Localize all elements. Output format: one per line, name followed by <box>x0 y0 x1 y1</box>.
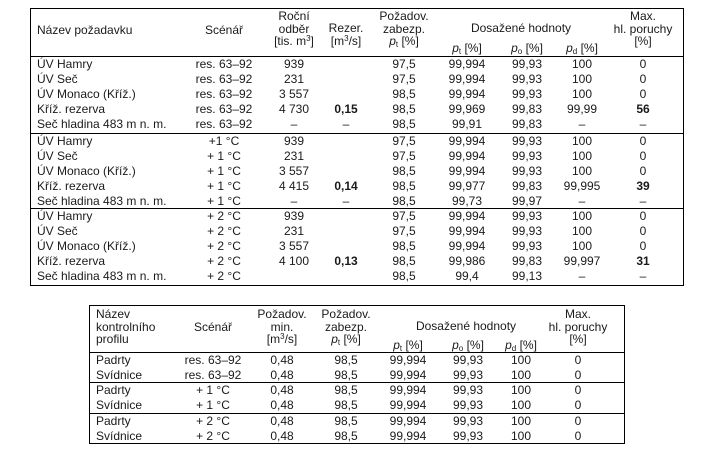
cell-achieved-po: 99,83 <box>511 117 543 131</box>
cell-name: ÚV Seč <box>37 224 78 238</box>
header-max: Max. hl. poruchy [%] <box>548 307 608 346</box>
cell-max-failure: – <box>639 269 647 283</box>
header-pd: $p_d$ [%] <box>505 338 537 353</box>
cell-name: Seč hladina 483 m n. m. <box>37 269 167 283</box>
cell-scenario: + 1 °C <box>196 383 230 397</box>
cell-achieved-pt: 99,994 <box>389 414 427 428</box>
cell-max-failure: 0 <box>639 72 647 86</box>
cell-scenario: res. 63–92 <box>184 353 242 367</box>
cell-achieved-pt: 99,994 <box>448 57 486 71</box>
cell-annual-withdrawal: 939 <box>283 57 305 71</box>
cell-name: Seč hladina 483 m n. m. <box>37 117 167 131</box>
cell-achieved-pd: 100 <box>571 239 593 253</box>
cell-achieved-po: 99,93 <box>452 397 484 412</box>
header-annual: Roční odběr [tis. $m^3$] <box>274 9 314 48</box>
cell-achieved-po: 99,13 <box>511 269 543 283</box>
cell-required-pt: 98,5 <box>392 179 416 193</box>
cell-required-pt: 98,5 <box>392 117 416 131</box>
cell-achieved-pd: 100 <box>510 428 532 443</box>
table-row <box>90 398 624 413</box>
table-row <box>31 134 683 149</box>
cell-reserve: 0,15 <box>334 102 358 116</box>
cell-max-failure: 0 <box>574 428 582 443</box>
cell-scenario: + 1 °C <box>207 149 241 163</box>
cell-max-failure: 56 <box>636 102 650 116</box>
table-row <box>31 194 683 209</box>
header-achieved: Dosažené hodnoty <box>415 319 517 333</box>
header-max: Max. hl. poruchy [%] <box>613 9 673 48</box>
cell-max-failure: 31 <box>636 254 650 268</box>
cell-profile: Svídnice <box>96 367 143 382</box>
cell-achieved-pd: – <box>578 117 586 131</box>
cell-achieved-pt: 99,91 <box>451 117 483 131</box>
cell-profile: Padrty <box>96 383 131 397</box>
cell-annual-withdrawal: 939 <box>283 134 305 148</box>
cell-annual-withdrawal: – <box>290 194 298 208</box>
cell-required-min: 0,48 <box>270 383 294 397</box>
cell-max-failure: 0 <box>639 57 647 71</box>
cell-achieved-pd: 100 <box>571 72 593 86</box>
cell-achieved-pt: 99,994 <box>389 383 427 397</box>
cell-achieved-po: 99,93 <box>511 209 543 223</box>
cell-reserve: – <box>342 117 350 131</box>
cell-achieved-po: 99,93 <box>511 239 543 253</box>
table-row <box>31 164 683 179</box>
header-scenario: Scénář <box>193 320 233 334</box>
cell-scenario: + 2 °C <box>196 414 230 428</box>
cell-required-pt: 97,5 <box>392 72 416 86</box>
cell-achieved-pd: 100 <box>571 149 593 163</box>
cell-required-pt: 98,5 <box>334 414 358 428</box>
cell-required-pt: 98,5 <box>392 269 416 283</box>
cell-required-pt: 98,5 <box>334 383 358 397</box>
cell-max-failure: 0 <box>574 353 582 367</box>
table-row <box>31 149 683 164</box>
cell-achieved-po: 99,93 <box>511 72 543 86</box>
cell-max-failure: 0 <box>639 239 647 253</box>
cell-required-pt: 97,5 <box>392 57 416 71</box>
cell-achieved-pd: – <box>578 269 586 283</box>
cell-achieved-pd: 100 <box>510 383 532 397</box>
cell-max-failure: 0 <box>639 87 647 101</box>
cell-achieved-po: 99,83 <box>511 179 543 193</box>
cell-achieved-po: 99,93 <box>452 367 484 382</box>
cell-max-failure: 0 <box>639 224 647 238</box>
cell-achieved-po: 99,93 <box>452 353 484 367</box>
cell-required-pt: 98,5 <box>392 194 416 208</box>
cell-required-pt: 97,5 <box>392 209 416 223</box>
header-po: $p_o$ [%] <box>452 338 484 353</box>
cell-required-pt: 98,5 <box>392 254 416 268</box>
header-name: Název požadavku <box>37 23 133 37</box>
cell-achieved-po: 99,93 <box>511 57 543 71</box>
cell-scenario: + 1 °C <box>207 179 241 193</box>
table-row <box>31 209 683 224</box>
cell-annual-withdrawal: 4 730 <box>278 102 310 116</box>
cell-achieved-po: 99,83 <box>511 254 543 268</box>
cell-max-failure: 0 <box>574 397 582 412</box>
cell-achieved-pd: 100 <box>571 164 593 178</box>
table-row <box>31 254 683 269</box>
cell-achieved-po: 99,83 <box>511 102 543 116</box>
cell-annual-withdrawal: 939 <box>283 209 305 223</box>
header-profile: Název kontrolního profilu <box>96 307 156 346</box>
cell-scenario: +1 °C <box>208 134 240 148</box>
cell-scenario: res. 63–92 <box>195 72 253 86</box>
cell-achieved-pd: 99,99 <box>566 102 598 116</box>
cell-profile: Svídnice <box>96 397 143 412</box>
cell-annual-withdrawal: 231 <box>283 72 305 86</box>
cell-reserve: 0,13 <box>334 254 358 268</box>
cell-achieved-pt: 99,994 <box>389 367 427 382</box>
cell-achieved-po: 99,93 <box>452 414 484 428</box>
cell-required-min: 0,48 <box>270 353 294 367</box>
cell-reserve: 0,14 <box>334 179 358 193</box>
cell-name: ÚV Hamry <box>37 57 93 71</box>
cell-name: ÚV Monaco (Kříž.) <box>37 87 136 101</box>
cell-achieved-pd: – <box>578 194 586 208</box>
cell-max-failure: 0 <box>639 209 647 223</box>
cell-required-pt: 97,5 <box>392 149 416 163</box>
table-row <box>31 117 683 132</box>
cell-max-failure: 0 <box>574 367 582 382</box>
cell-annual-withdrawal: 4 415 <box>278 179 310 193</box>
cell-required-pt: 98,5 <box>334 353 358 367</box>
cell-required-pt: 98,5 <box>392 164 416 178</box>
header-pt: $p_t$ [%] <box>393 338 423 353</box>
cell-achieved-po: 99,93 <box>452 428 484 443</box>
control-profiles-table <box>89 305 625 444</box>
cell-scenario: + 2 °C <box>207 224 241 238</box>
cell-achieved-pt: 99,994 <box>448 149 486 163</box>
cell-max-failure: 39 <box>636 179 650 193</box>
cell-achieved-pt: 99,4 <box>455 269 479 283</box>
cell-scenario: res. 63–92 <box>195 87 253 101</box>
cell-name: Kříž. rezerva <box>37 179 106 193</box>
cell-required-pt: 98,5 <box>392 87 416 101</box>
cell-achieved-pd: 100 <box>571 134 593 148</box>
cell-name: ÚV Hamry <box>37 134 93 148</box>
cell-achieved-pt: 99,969 <box>448 102 486 116</box>
cell-reserve: – <box>342 194 350 208</box>
cell-achieved-pt: 99,994 <box>448 134 486 148</box>
header-reserve: Rezer. $[m^3/s]$ <box>328 21 364 48</box>
cell-achieved-po: 99,97 <box>511 194 543 208</box>
cell-achieved-pt: 99,994 <box>448 87 486 101</box>
cell-annual-withdrawal: 3 557 <box>278 239 310 253</box>
header-pd: $p_d$ [%] <box>566 41 598 56</box>
cell-scenario: + 1 °C <box>207 194 241 208</box>
table-row <box>31 102 683 117</box>
cell-name: Kříž. rezerva <box>37 102 106 116</box>
table-row <box>31 179 683 194</box>
cell-max-failure: 0 <box>639 134 647 148</box>
cell-required-pt: 98,5 <box>334 428 358 443</box>
table-row <box>31 87 683 102</box>
header-achieved: Dosažené hodnoty <box>470 21 572 35</box>
cell-scenario: res. 63–92 <box>184 367 242 382</box>
cell-name: Seč hladina 483 m n. m. <box>37 194 167 208</box>
cell-annual-withdrawal: 3 557 <box>278 87 310 101</box>
cell-profile: Svídnice <box>96 428 143 443</box>
cell-achieved-pt: 99,73 <box>451 194 483 208</box>
table-row <box>90 414 624 429</box>
cell-achieved-pd: 100 <box>571 209 593 223</box>
cell-name: ÚV Monaco (Kříž.) <box>37 239 136 253</box>
cell-max-failure: – <box>639 117 647 131</box>
cell-achieved-po: 99,93 <box>511 87 543 101</box>
table-row <box>31 72 683 87</box>
cell-required-min: 0,48 <box>270 397 294 412</box>
cell-achieved-pt: 99,994 <box>389 428 427 443</box>
header-scenario: Scénář <box>204 23 244 37</box>
header-pt: $p_t$ [%] <box>452 41 482 56</box>
table-row <box>31 269 683 284</box>
cell-achieved-po: 99,93 <box>452 383 484 397</box>
cell-scenario: + 2 °C <box>207 254 241 268</box>
cell-annual-withdrawal: 4 100 <box>278 254 310 268</box>
cell-max-failure: 0 <box>639 149 647 163</box>
cell-scenario: res. 63–92 <box>195 57 253 71</box>
cell-required-pt: 97,5 <box>392 134 416 148</box>
cell-achieved-pd: 99,995 <box>563 179 601 193</box>
cell-annual-withdrawal: 231 <box>283 149 305 163</box>
cell-achieved-pt: 99,994 <box>448 164 486 178</box>
table-row <box>90 368 624 383</box>
header-po: $p_o$ [%] <box>511 41 543 56</box>
cell-achieved-pt: 99,994 <box>389 353 427 367</box>
table-row <box>31 57 683 72</box>
cell-required-min: 0,48 <box>270 428 294 443</box>
cell-name: ÚV Seč <box>37 72 78 86</box>
requirements-table <box>30 8 684 286</box>
table-row <box>90 429 624 444</box>
cell-max-failure: – <box>639 194 647 208</box>
cell-required-pt: 98,5 <box>334 367 358 382</box>
cell-name: ÚV Hamry <box>37 209 93 223</box>
header-required: Požadov. zabezp. $p_t$ [%] <box>379 9 429 49</box>
cell-achieved-pd: 100 <box>571 57 593 71</box>
cell-scenario: + 2 °C <box>207 209 241 223</box>
cell-achieved-po: 99,93 <box>511 164 543 178</box>
cell-annual-withdrawal: 231 <box>283 224 305 238</box>
cell-scenario: res. 63–92 <box>195 117 253 131</box>
cell-scenario: + 1 °C <box>196 397 230 412</box>
cell-scenario: res. 63–92 <box>195 102 253 116</box>
cell-achieved-po: 99,93 <box>511 224 543 238</box>
cell-scenario: + 1 °C <box>207 164 241 178</box>
header-min: Požadov. min. $[m^3/s]$ <box>257 307 307 346</box>
cell-achieved-pt: 99,994 <box>448 209 486 223</box>
table-row <box>31 239 683 254</box>
cell-required-pt: 98,5 <box>334 397 358 412</box>
table-row <box>90 383 624 398</box>
cell-achieved-pt: 99,994 <box>389 397 427 412</box>
cell-achieved-pd: 100 <box>571 87 593 101</box>
cell-required-min: 0,48 <box>270 414 294 428</box>
cell-required-pt: 97,5 <box>392 224 416 238</box>
cell-achieved-pd: 100 <box>571 224 593 238</box>
table-row <box>31 224 683 239</box>
cell-achieved-pd: 100 <box>510 367 532 382</box>
cell-name: ÚV Seč <box>37 149 78 163</box>
cell-achieved-pt: 99,994 <box>448 72 486 86</box>
cell-achieved-pd: 100 <box>510 414 532 428</box>
cell-name: ÚV Monaco (Kříž.) <box>37 164 136 178</box>
cell-max-failure: 0 <box>574 383 582 397</box>
cell-achieved-pt: 99,994 <box>448 239 486 253</box>
cell-achieved-po: 99,93 <box>511 134 543 148</box>
cell-achieved-pt: 99,986 <box>448 254 486 268</box>
cell-achieved-pd: 100 <box>510 397 532 412</box>
cell-scenario: + 2 °C <box>207 269 241 283</box>
cell-achieved-pt: 99,994 <box>448 224 486 238</box>
cell-achieved-pd: 100 <box>510 353 532 367</box>
cell-achieved-po: 99,93 <box>511 149 543 163</box>
cell-annual-withdrawal: 3 557 <box>278 164 310 178</box>
cell-achieved-pd: 99,997 <box>563 254 601 268</box>
cell-name: Kříž. rezerva <box>37 254 106 268</box>
cell-achieved-pt: 99,977 <box>448 179 486 193</box>
cell-max-failure: 0 <box>574 414 582 428</box>
cell-scenario: + 2 °C <box>196 428 230 443</box>
cell-max-failure: 0 <box>639 164 647 178</box>
cell-profile: Padrty <box>96 353 131 367</box>
cell-required-pt: 98,5 <box>392 102 416 116</box>
cell-required-pt: 98,5 <box>392 239 416 253</box>
cell-annual-withdrawal: – <box>290 117 298 131</box>
cell-scenario: + 2 °C <box>207 239 241 253</box>
table-row <box>90 353 624 368</box>
header-required: Požadov. zabezp. $p_t$ [%] <box>321 307 371 347</box>
cell-profile: Padrty <box>96 414 131 428</box>
cell-required-min: 0,48 <box>270 367 294 382</box>
